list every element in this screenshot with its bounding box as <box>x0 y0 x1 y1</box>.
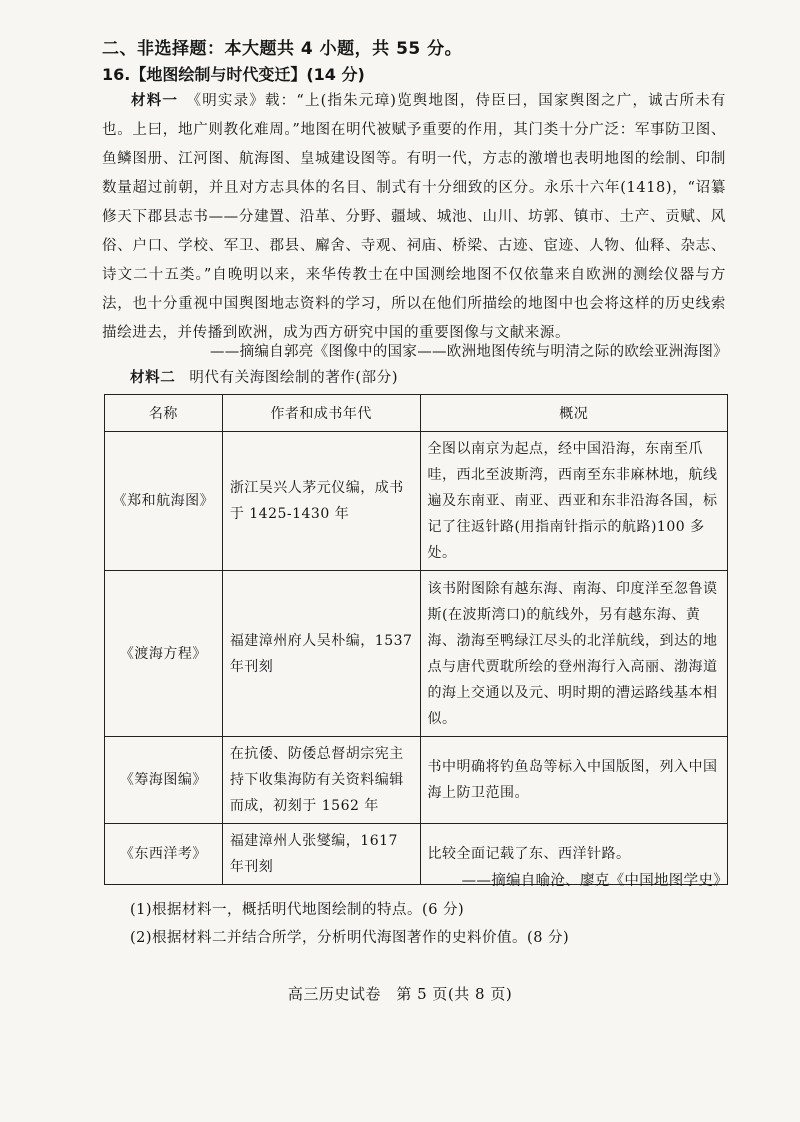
row-name: 《筹海图编》 <box>105 737 223 824</box>
table-header-row <box>105 395 728 432</box>
section-heading: 二、非选择题：本大题共 4 小题，共 55 分。 <box>102 39 463 59</box>
row-author: 福建漳州人张燮编，1617 年刊刻 <box>222 824 420 885</box>
material-two-caption-line <box>130 366 398 387</box>
row-author: 浙江吴兴人茅元仪编，成书于 1425-1430 年 <box>222 432 420 571</box>
material-one-source: ——摘编自郭亮《图像中的国家——欧洲地图传统与明清之际的欧绘亚洲海图》 <box>210 344 728 360</box>
sea-chart-works-table <box>104 394 728 885</box>
table-row <box>105 571 728 737</box>
material-two-label: 材料二 <box>130 369 176 386</box>
page-footer: 高三历史试卷 第 5 页(共 8 页) <box>287 985 513 1003</box>
material-two-source: ——摘编自喻沧、廖克《中国地图学史》 <box>461 873 728 889</box>
material-two-caption: 明代有关海图绘制的著作(部分) <box>189 370 399 386</box>
header-summary: 概况 <box>420 395 728 432</box>
header-author: 作者和成书年代 <box>222 395 420 432</box>
material-one <box>102 86 726 348</box>
question-title: 16.【地图绘制与时代变迁】(14 分) <box>102 65 365 84</box>
row-summary: 该书附图除有越东海、南海、印度洋至忽鲁谟斯(在波斯湾口)的航线外，另有越东海、黄海、渤海至鸭绿江尽头的北洋航线，到达的地点与唐代贾耽所绘的登州海行入高丽、渤海道的海上交通以及元、明时期的漕运路线基本相似。 <box>420 571 728 737</box>
question-one: (1)根据材料一，概括明代地图绘制的特点。(6 分) <box>130 902 465 918</box>
row-name: 《郑和航海图》 <box>105 432 223 571</box>
row-name: 《渡海方程》 <box>105 571 223 737</box>
row-author: 在抗倭、防倭总督胡宗宪主持下收集海防有关资料编辑而成，初刻于 1562 年 <box>222 737 420 824</box>
row-name: 《东西洋考》 <box>105 824 223 885</box>
header-name: 名称 <box>105 395 223 432</box>
question-two: (2)根据材料二并结合所学，分析明代海图著作的史料价值。(8 分) <box>130 930 570 946</box>
row-summary: 比较全面记载了东、西洋针路。 <box>420 824 728 885</box>
material-one-label: 材料一 <box>131 92 179 109</box>
material-one-text: 《明实录》载：“上(指朱元璋)览舆地图，侍臣曰，国家舆图之广，诚古所未有也。上曰，地广则教化难周。”地图在明代被赋予重要的作用，其门类十分广泛：军事防卫图、鱼鳞图册、江河图、航海图、皇城建设图等。有明一代，方志的激增也表明地图的绘制、印制数量超过前朝，并且对方志具体的名目、制式有十分细致的区分。永乐十六年(1418)，“诏纂修天下郡县志书——分建置、沿革、分野、疆域、城池、山川、坊郭、镇市、土产、贡赋、风俗、户口、学校、军卫、郡县、廨舍、寺观、祠庙、桥梁、古迹、宦迹、人物、仙释、杂志、诗文二十五类。”自晚明以来，来华传教士在中国测绘地图不仅依靠来自欧洲的测绘仪器与方法，也十分重视中国舆图地志资料的学习，所以在他们所描绘的地图中也会将这样的历史线索描绘进去，并传播到欧洲，成为西方研究中国的重要图像与文献来源。 <box>102 93 726 341</box>
row-author: 福建漳州府人吴朴编，1537 年刊刻 <box>222 571 420 737</box>
table-row <box>105 432 728 571</box>
row-summary: 全图以南京为起点，经中国沿海，东南至爪哇，西北至波斯湾，西南至东非麻林地，航线遍及东南亚、南亚、西亚和东非沿海各国，标记了往返针路(用指南针指示的航路)100 多处。 <box>420 432 728 571</box>
row-summary: 书中明确将钓鱼岛等标入中国版图，列入中国海上防卫范围。 <box>420 737 728 824</box>
table-row <box>105 737 728 824</box>
